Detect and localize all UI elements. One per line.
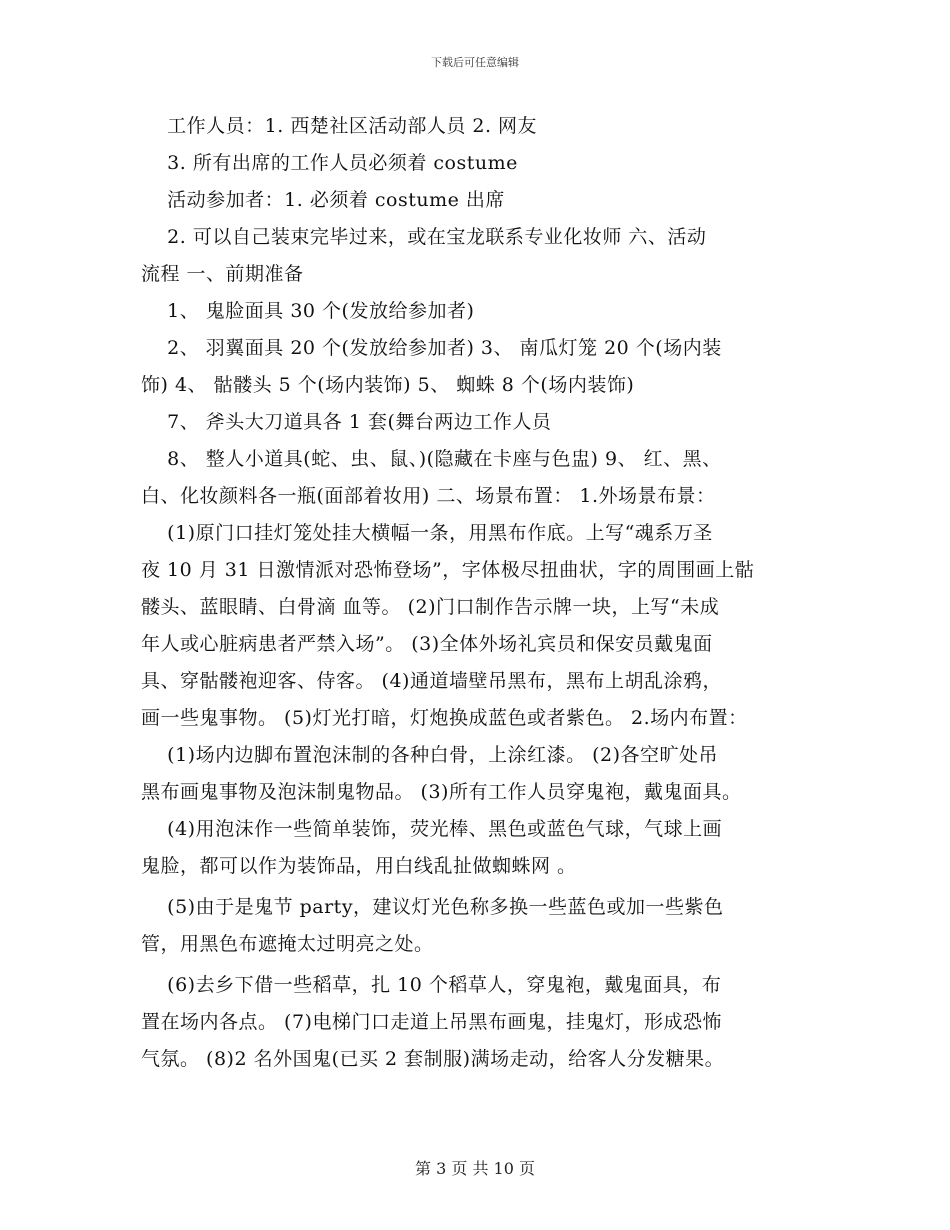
text-line: 饰) 4、 骷髅头 5 个(场内装饰) 5、 蜘蛛 8 个(场内装饰): [141, 374, 635, 396]
text-line: 白、化妆颜料各一瓶(面部着妆用) 二、场景布置： 1.外场景布景：: [141, 485, 716, 507]
text-line: 黑布画鬼事物及泡沫制鬼物品。 (3)所有工作人员穿鬼袍，戴鬼面具。: [141, 781, 742, 803]
text-line: 鬼脸，都可以作为装饰品，用白线乱扯做蜘蛛网 。: [141, 855, 577, 877]
text-line: 3. 所有出席的工作人员必须着 costume: [141, 152, 518, 174]
text-line: 置在场内各点。 (7)电梯门口走道上吊黑布画鬼，挂鬼灯，形成恐怖: [141, 1011, 722, 1033]
text-line: 夜 10 月 31 日激情派对恐怖登场”，字体极尽扭曲状，字的周围画上骷: [141, 559, 755, 581]
page-header: 下载后可任意编辑: [431, 56, 519, 69]
text-line: 2. 可以自己装束完毕过来，或在宝龙联系专业化妆师 六、活动: [141, 226, 707, 248]
text-line: 活动参加者：1. 必须着 costume 出席: [141, 189, 505, 211]
text-line: 8、 整人小道具(蛇、虫、鼠、)(隐藏在卡座与色盅) 9、 红、黑、: [141, 448, 722, 470]
text-line: (1)原门口挂灯笼处挂大横幅一条，用黑布作底。上写“魂系万圣: [141, 522, 713, 544]
text-line: 气氛。 (8)2 名外国鬼(已买 2 套制服)满场走动，给客人分发糖果。: [141, 1048, 725, 1070]
text-line: 7、 斧头大刀道具各 1 套(舞台两边工作人员: [141, 411, 552, 433]
text-line: 管，用黑色布遮掩太过明亮之处。: [141, 933, 434, 955]
text-line: 工作人员：1. 西楚社区活动部人员 2. 网友: [141, 115, 538, 137]
text-line: (1)场内边脚布置泡沫制的各种白骨，上涂红漆。 (2)各空旷处吊: [141, 744, 719, 766]
text-line: (5)由于是鬼节 party，建议灯光色称多换一些蓝色或加一些紫色: [141, 896, 724, 918]
text-line: (4)用泡沫作一些简单装饰，荧光棒、黑色或蓝色气球，气球上画: [141, 818, 723, 840]
text-line: 1、 鬼脸面具 30 个(发放给参加者): [141, 300, 475, 322]
text-line: (6)去乡下借一些稻草，扎 10 个稻草人，穿鬼袍，戴鬼面具，布: [141, 974, 722, 996]
page-number-footer: 第 3 页 共 10 页: [415, 1159, 535, 1178]
text-line: 画一些鬼事物。 (5)灯光打暗，灯炮换成蓝色或者紫色。 2.场内布置：: [141, 707, 748, 729]
text-line: 髅头、蓝眼睛、白骨滴 血等。 (2)门口制作告示牌一块，上写“未成: [141, 596, 720, 618]
text-line: 年人或心脏病患者严禁入场”。 (3)全体外场礼宾员和保安员戴鬼面: [141, 633, 713, 655]
text-line: 流程 一、前期准备: [141, 263, 304, 285]
text-line: 具、穿骷髅袍迎客、侍客。 (4)通道墙壁吊黑布，黑布上胡乱涂鸦，: [141, 670, 722, 692]
text-line: 2、 羽翼面具 20 个(发放给参加者) 3、 南瓜灯笼 20 个(场内装: [141, 337, 722, 359]
